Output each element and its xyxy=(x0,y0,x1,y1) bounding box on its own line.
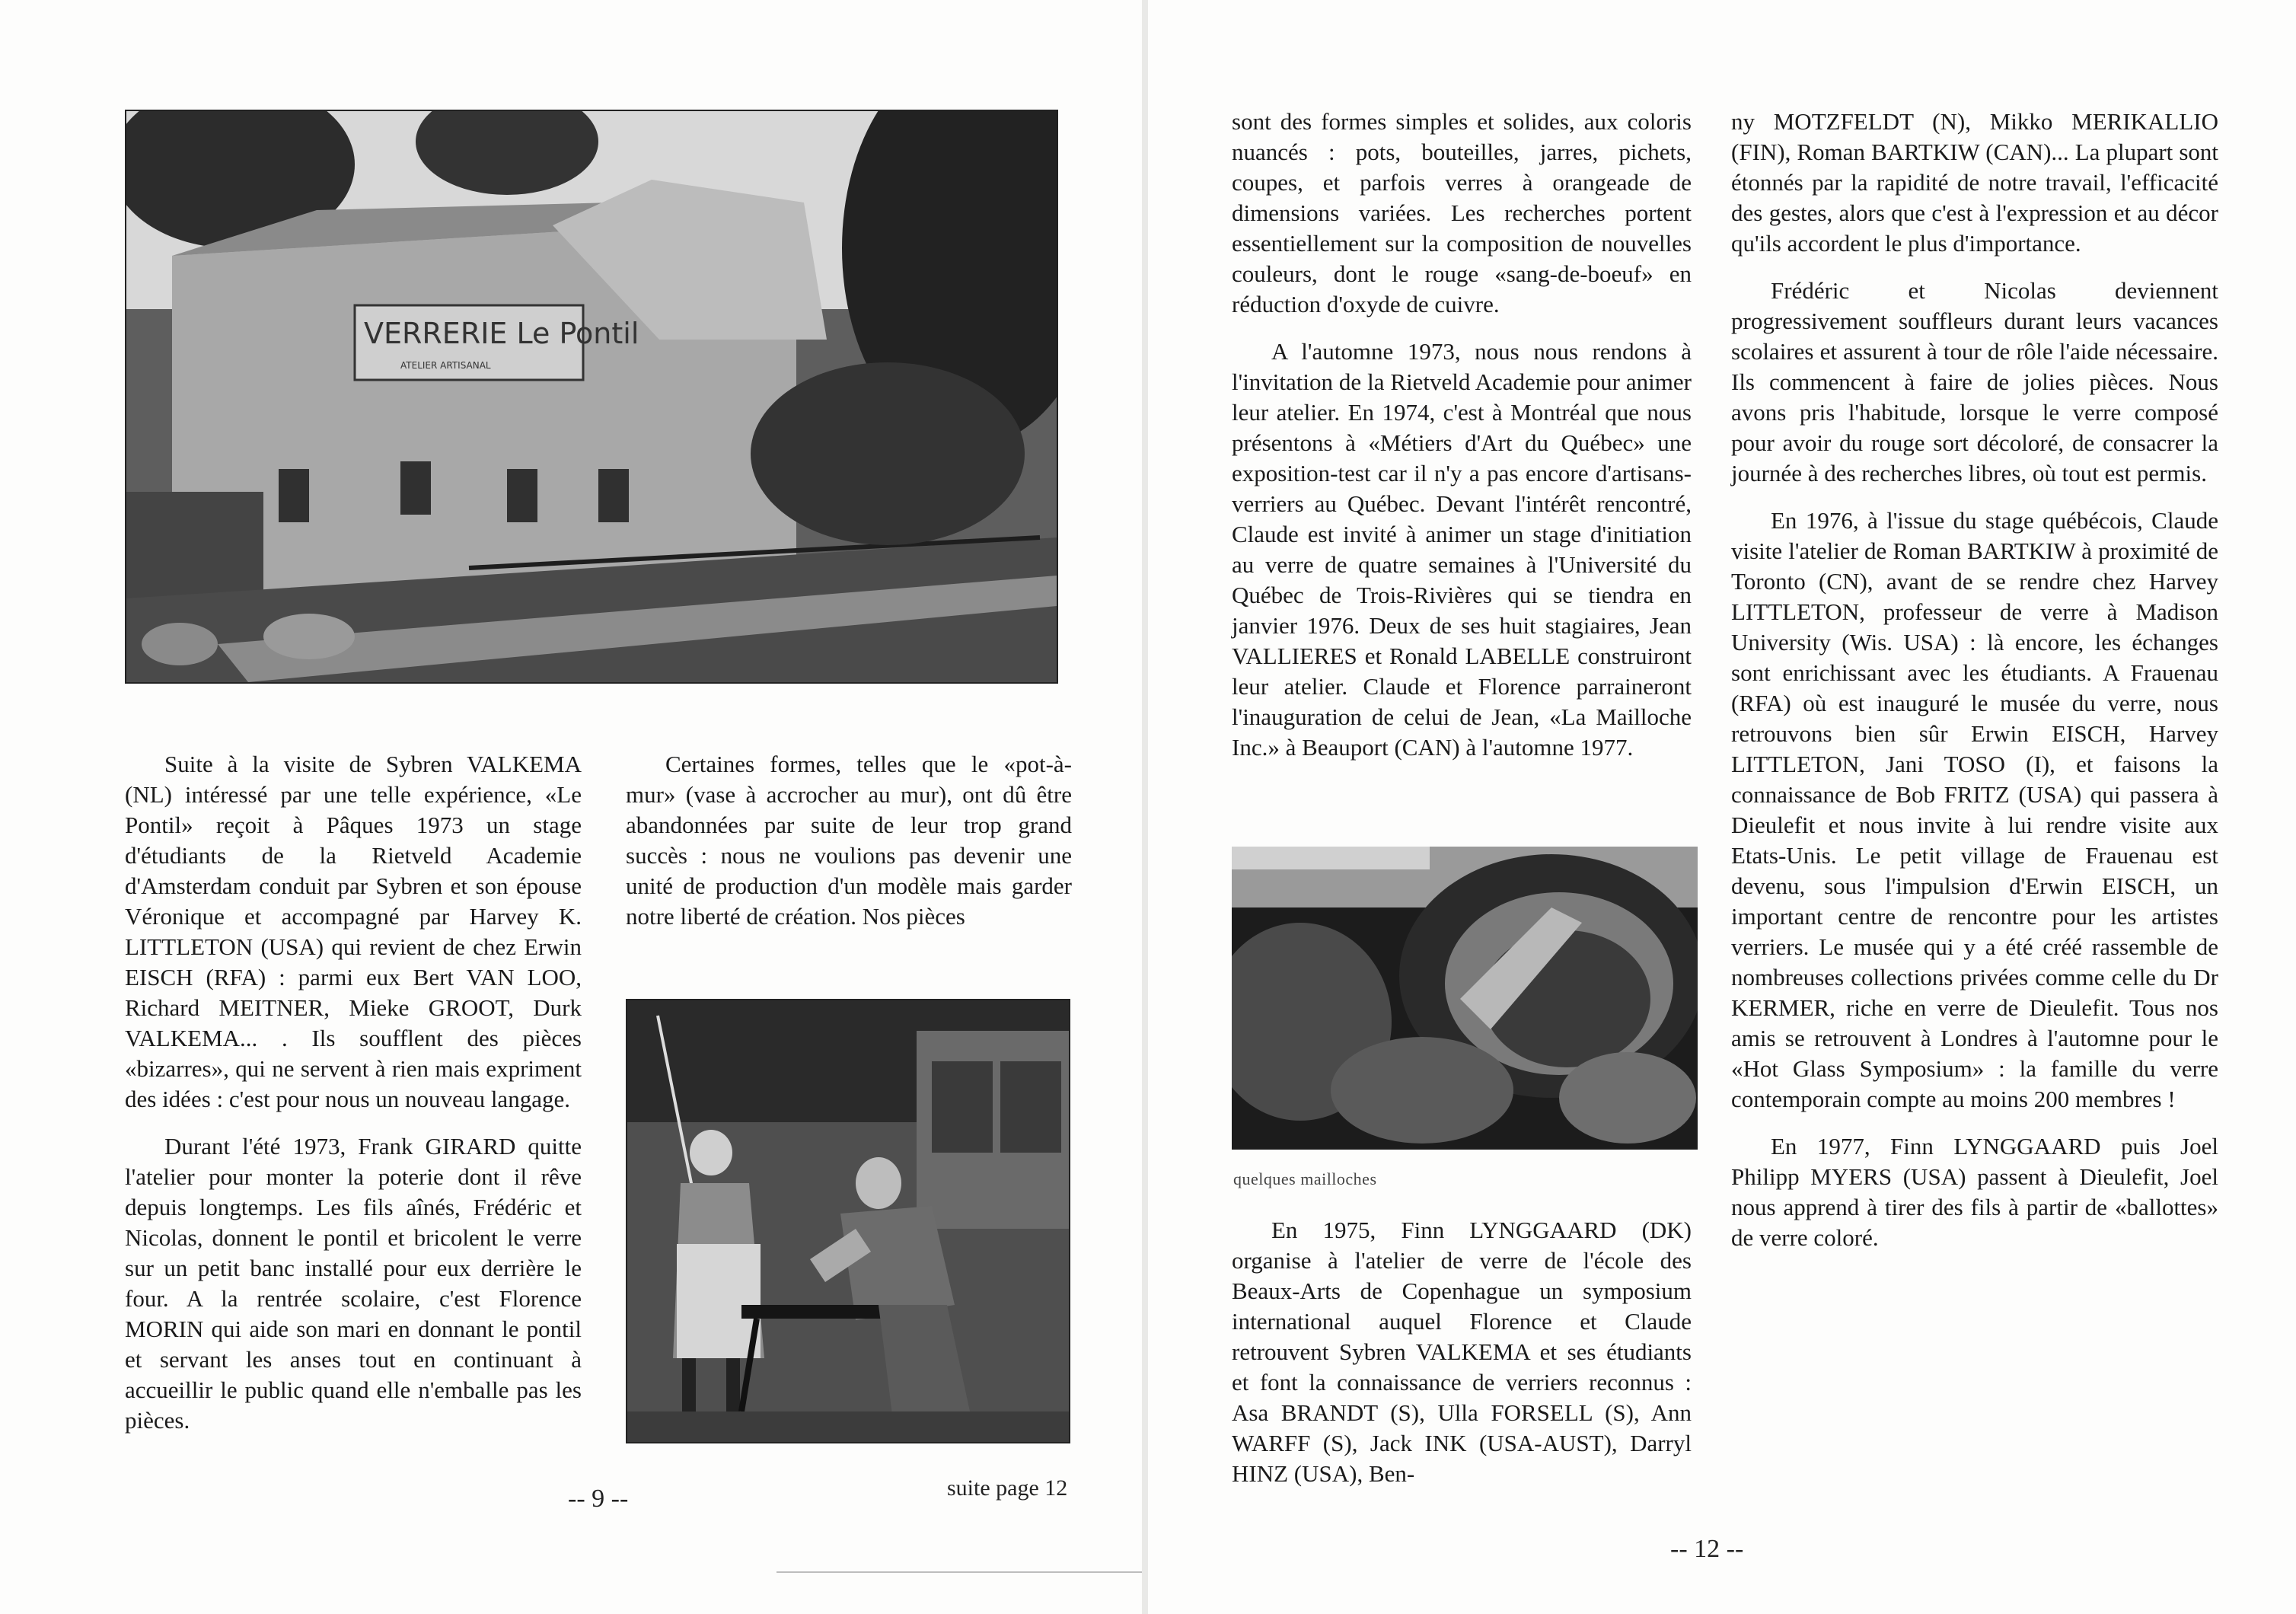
paragraph: Certaines formes, telles que le «pot-à-mur» (vase à accrocher au mur), ont dû être abandonnées par suite de leur trop grand succès : nous ne voulions pas devenir une unité de production d'un modèle mais garder notre liberté de création. Nos pièces xyxy=(626,751,1072,930)
photo-mailloches xyxy=(1232,847,1698,1150)
paragraph: En 1977, Finn LYNGGAARD puis Joel Philipp MYERS (USA) passent à Dieulefit, Joel nous apprend à tirer des fils à partir de «ballottes» de verre coloré. xyxy=(1731,1133,2218,1251)
paragraph: En 1976, à l'issue du stage québécois, Claude visite l'atelier de Roman BARTKIW à proximité de Toronto (CN), avant de se rendre chez Harvey LITTLETON, professeur de verre à Madison University (Wis. USA) : là encore, les échanges sont enrichissant avec les étudiants. A Frauenau (RFA) où est inauguré le musée du verre, nous retrouvons bien sûr Erwin EISCH, Harvey LITTLETON, Jani TOSO (I), et faisons la connaissance de Bob FRITZ (USA) qui passera à Dieulefit et nous invite à lui rendre visite aux Etats-Unis. Le petit village de Frauenau est devenu, sous l'impulsion d'Erwin EISCH, un important centre de rencontre pour les artistes verriers. Le musée qui y a été créé rassemble de nombreuses collections privées comme celle du Dr KERMER, riche en verre de Dieulefit. Tous nos amis se retrouvent à Londres à l'automne pour le «Hot Glass Symposium» : la famille du verre contemporain compte au moins 200 membres ! xyxy=(1731,507,2218,1112)
photo-verrerie-building xyxy=(125,110,1058,684)
left-column-2 xyxy=(626,749,1072,949)
right-column-1-bottom xyxy=(1232,1215,1692,1506)
paragraph: Suite à la visite de Sybren VALKEMA (NL) intéressé par une telle expérience, «Le Pontil» reçoit à Pâques 1973 un stage d'étudiants de la Rietveld Academie d'Amsterdam conduit par Sybren et son épouse Véronique et accompagné par Harvey K. LITTLETON (USA) qui revient de chez Erwin EISCH (RFA) : parmi eux Bert VAN LOO, Richard MEITNER, Mieke GROOT, Durk VALKEMA... . Ils soufflent des pièces «bizarres», qui ne servent à rien mais expriment des idées : c'est pour nous un nouveau langage. xyxy=(125,751,582,1112)
paragraph: ny MOTZFELDT (N), Mikko MERIKALLIO (FIN), Roman BARTKIW (CAN)... La plupart sont étonnés par la rapidité de notre travail, l'efficacité des gestes, alors que c'est à l'expression et au décor qu'ils accordent le plus d'importance. xyxy=(1731,108,2218,257)
continued-note: suite page 12 xyxy=(947,1475,1068,1501)
right-column-1-top xyxy=(1232,107,1692,780)
building-sign-subtext: ATELIER ARTISANAL xyxy=(400,360,491,371)
left-page xyxy=(0,0,1142,1614)
photo-caption: quelques mailloches xyxy=(1233,1169,1377,1188)
paragraph: En 1975, Finn LYNGGAARD (DK) organise à l'atelier de verre de l'école des Beaux-Arts de Copenhague un symposium international auquel Florence et Claude retrouvent Sybren VALKEMA et ses étudiants et font la connaissance de verriers reconnus : Asa BRANDT (S), Ulla FORSELL (S), Ann WARFF (S), Jack INK (USA-AUST), Darryl HINZ (USA), Ben- xyxy=(1232,1217,1692,1487)
page-number-9: -- 9 -- xyxy=(568,1485,629,1513)
left-column-1 xyxy=(125,749,582,1453)
photo-glassblowers xyxy=(626,999,1070,1443)
page-number-12: -- 12 -- xyxy=(1670,1535,1744,1563)
paragraph: Frédéric et Nicolas deviennent progressivement souffleurs durant leurs vacances scolaires et assurent à tour de rôle l'aide nécessaire. Ils commencent à faire de jolies pièces. Nous avons pris l'habitude, lorsque le verre composé pour avoir du rouge sort décoloré, de consacrer la journée à des recherches libres, où tout est permis. xyxy=(1731,277,2218,486)
page-gutter xyxy=(1142,0,1148,1614)
bottom-rule xyxy=(776,1571,1157,1573)
right-page xyxy=(1148,0,2296,1614)
building-sign-text: VERRERIE Le Pontil xyxy=(364,317,639,350)
paragraph: Durant l'été 1973, Frank GIRARD quitte l'atelier pour monter la poterie dont il rêve depuis longtemps. Les fils aînés, Frédéric et Nicolas, donnent le pontil et bricolent le verre sur un petit banc installé pour eux derrière le four. A la rentrée scolaire, c'est Florence MORIN qui aide son mari en donnant le pontil et servant les anses tout en continuant à accueillir le public quand elle n'emballe pas les pièces. xyxy=(125,1133,582,1434)
paragraph: sont des formes simples et solides, aux coloris nuancés : pots, bouteilles, jarres, pichets, coupes, et parfois verres à orangeade de dimensions variées. Les recherches portent essentiellement sur la composition de nouvelles couleurs, dont le rouge «sang-de-boeuf» en réduction d'oxyde de cuivre. xyxy=(1232,108,1692,317)
paragraph: A l'automne 1973, nous nous rendons à l'invitation de la Rietveld Academie pour animer leur atelier. En 1974, c'est à Montréal que nous présentons à «Métiers d'Art du Québec» une exposition-test car il n'y a pas encore d'artisans-verriers au Québec. Devant l'intérêt rencontré, Claude est invité à animer un stage d'initiation au verre de quatre semaines à l'Université du Québec de Trois-Rivières qui se tiendra en janvier 1976. Deux de ses huit stagiaires, Jean VALLIERES et Ronald LABELLE construiront leur atelier. Claude et Florence parraineront l'inauguration de celui de Jean, «La Mailloche Inc.» à Beauport (CAN) à l'automne 1977. xyxy=(1232,338,1692,761)
right-column-2 xyxy=(1731,107,2218,1270)
